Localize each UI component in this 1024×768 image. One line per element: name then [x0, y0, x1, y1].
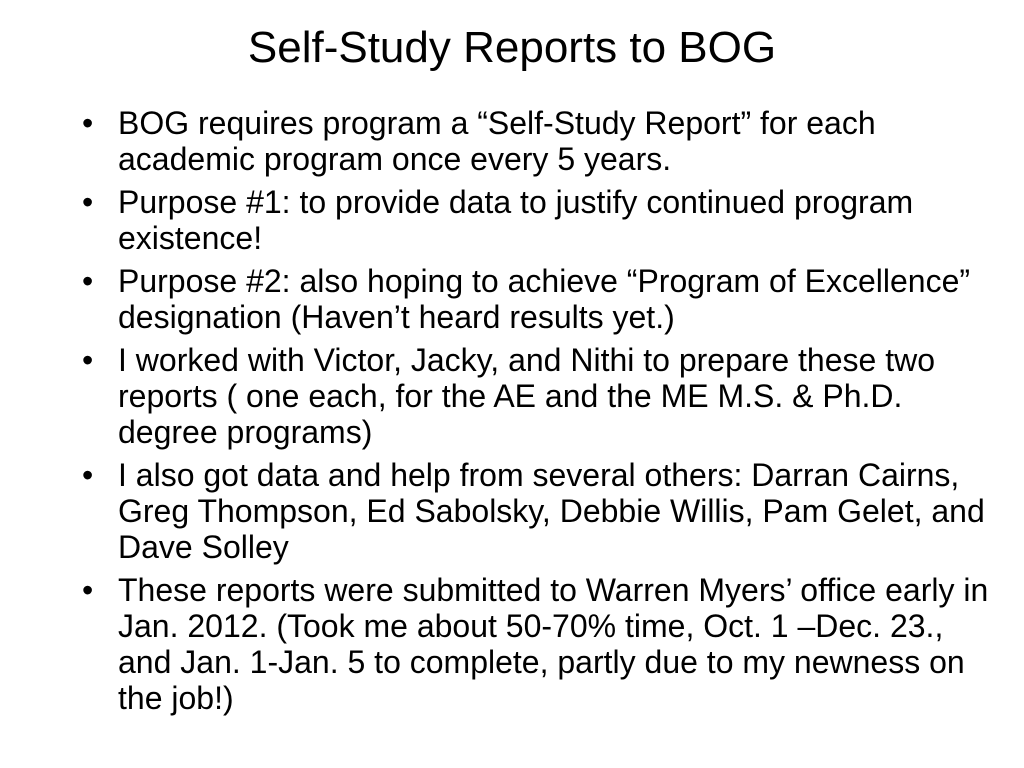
bullet-item	[80, 184, 1000, 256]
bullet-item	[80, 572, 1000, 716]
bullet-item	[80, 342, 1000, 450]
bullet-dot-icon: •	[82, 105, 94, 141]
bullet-dot-icon: •	[82, 184, 94, 220]
bullet-item	[80, 457, 1000, 565]
bullet-text: Purpose #1: to provide data to justify continued program existence!	[118, 184, 914, 256]
slide-title: Self-Study Reports to BOG	[247, 23, 777, 72]
bullet-text: These reports were submitted to Warren Myers’ office early in Jan. 2012. (Took me about 50-70% time, Oct. 1 –Dec. 23., and Jan. 1-Jan. 5 to complete, partly due to my newness on the job!)	[118, 572, 989, 716]
bullet-text: I worked with Victor, Jacky, and Nithi to prepare these two reports ( one each, for the AE and the ME M.S. & Ph.D. degree programs)	[118, 342, 935, 450]
bullet-dot-icon: •	[82, 572, 94, 608]
bullet-dot-icon: •	[82, 457, 94, 493]
bullet-dot-icon: •	[82, 342, 94, 378]
bullet-item	[80, 263, 1000, 335]
bullet-text: I also got data and help from several others: Darran Cairns, Greg Thompson, Ed Sabolsky, Debbie Willis, Pam Gelet, and Dave Solley	[118, 457, 985, 565]
bullet-list	[80, 105, 1000, 723]
bullet-text: BOG requires program a “Self-Study Report” for each academic program once every 5 years.	[118, 105, 876, 177]
bullet-dot-icon: •	[82, 263, 94, 299]
bullet-item	[80, 105, 1000, 177]
bullet-text: Purpose #2: also hoping to achieve “Program of Excellence” designation (Haven’t heard results yet.)	[118, 263, 971, 335]
